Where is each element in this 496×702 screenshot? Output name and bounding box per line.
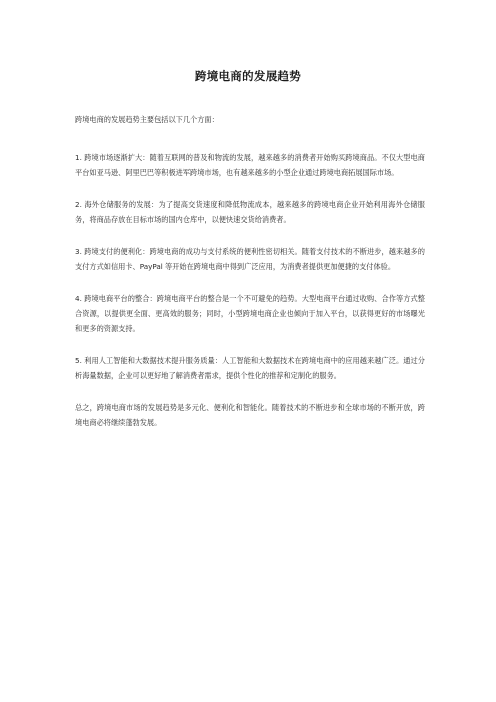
document-title: 跨境电商的发展趋势 (194, 69, 302, 83)
conclusion-paragraph: 总之，跨境电商市场的发展趋势是多元化、便利化和智能化。随着技术的不断进步和全球市场的不断开放，跨境电商必将继续蓬勃发展。 (75, 403, 425, 427)
intro-paragraph: 跨境电商的发展趋势主要包括以下几个方面： (75, 115, 219, 124)
point-paragraph-1: 1. 跨境市场逐渐扩大：随着互联网的普及和物流的发展，越来越多的消费者开始购买跨境商品。不仅大型电商平台如亚马逊、阿里巴巴等积极进军跨境市场，也有越来越多的小型企业通过跨境电商拓展国际市场。 (75, 153, 425, 177)
point-paragraph-4: 4. 跨境电商平台的整合：跨境电商平台的整合是一个不可避免的趋势。大型电商平台通过收购、合作等方式整合资源，以提供更全面、更高效的服务；同时，小型跨境电商企业也倾向于加入平台，以获得更好的市场曝光和更多的资源支持。 (75, 294, 425, 333)
point-paragraph-3: 3. 跨境支付的便利化：跨境电商的成功与支付系统的便利性密切相关。随着支付技术的不断进步，越来越多的支付方式如信用卡、PayPal 等开始在跨境电商中得到广泛应用，为消费者提供更加便捷的支付体验。 (75, 247, 425, 271)
point-paragraph-5: 5. 利用人工智能和大数据技术提升服务质量：人工智能和大数据技术在跨境电商中的应用越来越广泛。通过分析海量数据，企业可以更好地了解消费者需求，提供个性化的推荐和定制化的服务。 (75, 356, 425, 380)
point-paragraph-2: 2. 海外仓储服务的发展：为了提高交货速度和降低物流成本，越来越多的跨境电商企业开始利用海外仓储服务，将商品存放在目标市场的国内仓库中，以便快速交货给消费者。 (75, 200, 425, 224)
document-body (75, 112, 425, 447)
